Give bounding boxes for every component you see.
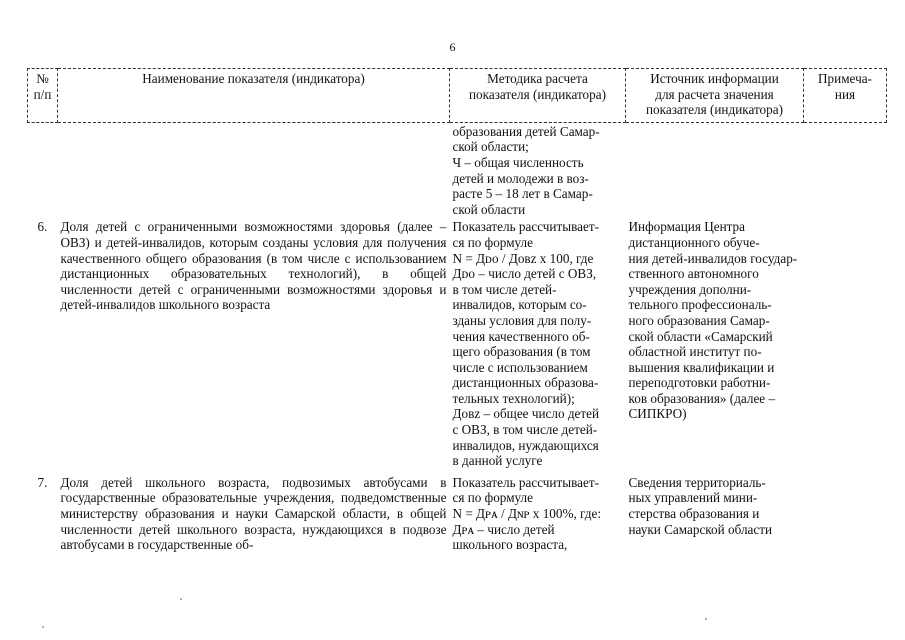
header-num: № п/п — [28, 69, 58, 123]
cell-source: Сведения территориаль- ных управлений мини- стерства образования и науки Самарской области — [628, 474, 773, 537]
table-row-continuation — [28, 122, 887, 219]
indicators-table — [27, 68, 887, 553]
table-header — [28, 69, 887, 123]
cell-num: 6. — [37, 219, 48, 235]
page-number: 6 — [449, 40, 456, 54]
table-row — [28, 475, 887, 553]
cell-name: Доля детей с ограниченными возможностями здоровья (далее – ОВЗ) и детей-инвалидов, которым созданы условия для получения качественного общего образования (в том числе с использованием дистанционных образовательных технологий), в общей численности детей с ограниченными возможностями здоровья и детей-инвалидов школьного возраста — [60, 219, 447, 313]
cell-source — [626, 122, 804, 219]
cell-name: Доля детей школьного возраста, подвозимых автобусами в государственные образовательные учреждения, подведомственные министерству образования и науки Самарской области, в общей численности детей школьного возраста, нуждающихся в подвозе автобусами в государственные об- — [60, 474, 447, 553]
scan-speck — [705, 618, 707, 620]
cell-note — [804, 219, 887, 475]
cell-method: Показатель рассчитывает- ся по формуле N = Дᴅᴏ / Дᴏʙᴢ x 100, где Дᴅᴏ – число детей с ОВЗ, в том числе детей- инвалидов, которым со- зданы условия для полу- чения качественного об- щего образования (в том числе с использованием дистанционных образова- тельных технологий); Дᴏʙᴢ – общее число детей с ОВЗ, в том числе детей- инвалидов, нуждающихся в данной услуге — [452, 219, 600, 469]
cell-source: Информация Центра дистанционного обуче- ния детей-инвалидов государ- ственного автономного учреждения дополни- тельного профессиональ- ного образования Самар- ской области «Самарский областной институт по- вышения квалификации и переподготовки работни- ков образования» (далее – СИПКРО) — [628, 219, 798, 422]
cell-method-continuation: образования детей Самар- ской области; Ч – общая численность детей и молодежи в воз- расте 5 – 18 лет в Самар- ской области — [452, 123, 600, 217]
header-source: Источник информации для расчета значения показателя (индикатора) — [626, 69, 804, 123]
cell-method: Показатель рассчитывает- ся по формуле N = Дᴘᴀ / Дɴᴘ x 100%, где: Дᴘᴀ – число детей школьного возраста, — [452, 474, 602, 553]
cell-note — [804, 122, 887, 219]
cell-num — [28, 122, 58, 219]
scan-speck — [180, 598, 182, 600]
cell-note — [804, 475, 887, 553]
header-note: Примеча- ния — [804, 69, 887, 123]
header-method: Методика расчета показателя (индикатора) — [450, 69, 626, 123]
scan-speck — [42, 626, 44, 628]
header-name: Наименование показателя (индикатора) — [58, 69, 450, 123]
table-row — [28, 219, 887, 475]
cell-num: 7. — [37, 474, 48, 490]
cell-name — [58, 122, 450, 219]
